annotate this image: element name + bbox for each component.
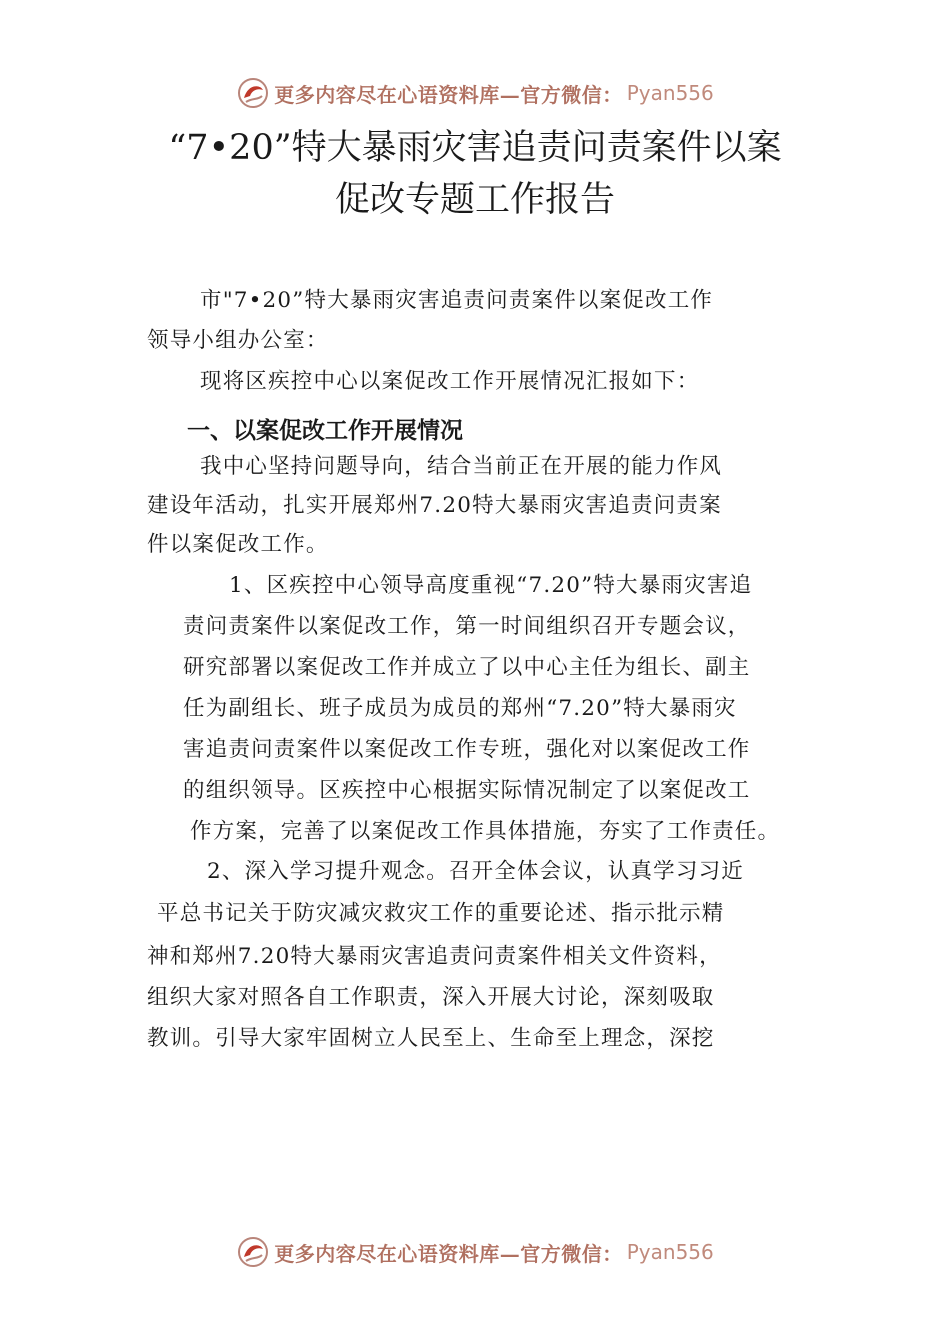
watermark-wechat-id: Pyan556 (626, 81, 714, 105)
addressee-line-2: 领导小组办公室： (147, 328, 329, 353)
brand-logo-icon (236, 1235, 270, 1269)
para2-line: 研究部署以案促改工作并成立了以中心主任为组长、副主 (183, 655, 751, 680)
para3-line: 教训。引导大家牢固树立人民至上、生命至上理念，深挖 (147, 1026, 715, 1051)
para1-line: 我中心坚持问题导向，结合当前正在开展的能力作风 (200, 454, 723, 479)
watermark-text: 更多内容尽在心语资料库—官方微信： (274, 1241, 623, 1266)
para1-line: 件以案促改工作。 (147, 532, 329, 557)
document-title (100, 122, 850, 226)
para2-line: 任为副组长、班子成员为成员的郑州“7.20”特大暴雨灾 (183, 696, 737, 721)
watermark-text: 更多内容尽在心语资料库—官方微信： (274, 82, 623, 107)
para2-line: 的组织领导。区疾控中心根据实际情况制定了以案促改工 (183, 778, 751, 803)
para2-line: 害追责问责案件以案促改工作专班，强化对以案促改工作 (183, 737, 751, 762)
title-line-1: “7•20”特大暴雨灾害追责问责案件以案 (168, 128, 782, 168)
header-watermark (0, 73, 950, 113)
para3-line: 神和郑州7.20特大暴雨灾害追责问责案件相关文件资料， (147, 944, 722, 969)
para3-line: 组织大家对照各自工作职责，深入开展大讨论，深刻吸取 (147, 985, 715, 1010)
watermark-wechat-id: Pyan556 (626, 1240, 714, 1264)
para3-line: 平总书记关于防灾减灾救灾工作的重要论述、指示批示精 (157, 901, 725, 926)
intro-text: 现将区疾控中心以案促改工作开展情况汇报如下： (200, 369, 700, 394)
para1-line: 建设年活动，扎实开展郑州7.20特大暴雨灾害追责问责案 (147, 493, 722, 518)
section-heading-1: 一、以案促改工作开展情况 (187, 418, 463, 444)
para2-line: 作方案，完善了以案促改工作具体措施，夯实了工作责任。 (190, 819, 781, 844)
title-line-2: 促改专题工作报告 (334, 180, 615, 220)
para2-line: 责问责案件以案促改工作，第一时间组织召开专题会议， (183, 614, 751, 639)
para2-line: 1、区疾控中心领导高度重视“7.20”特大暴雨灾害追 (229, 573, 753, 598)
para3-line: 2、深入学习提升观念。召开全体会议，认真学习习近 (207, 859, 744, 884)
brand-logo-icon (236, 76, 270, 110)
footer-watermark (0, 1232, 950, 1272)
addressee-line-1: 市"7•20”特大暴雨灾害追责问责案件以案促改工作 (200, 288, 714, 313)
